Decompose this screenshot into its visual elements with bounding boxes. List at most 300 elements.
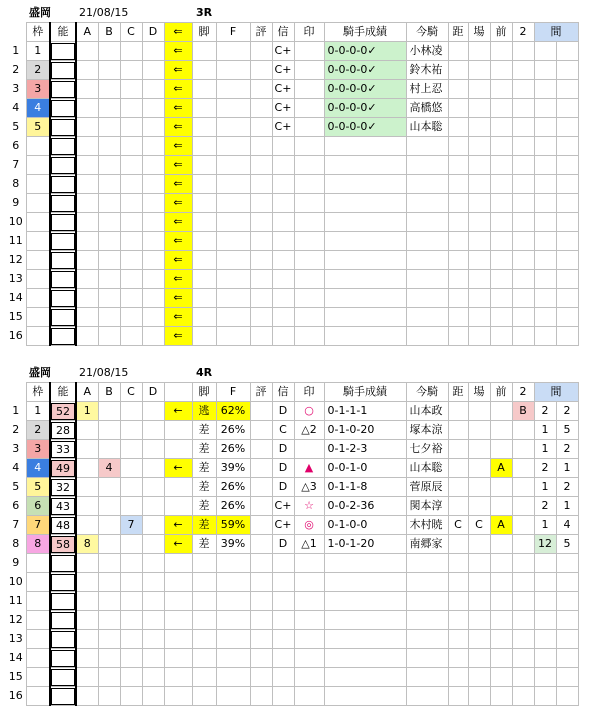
kyaku-cell: 差: [192, 440, 216, 459]
col-b: [98, 573, 120, 592]
hyo-cell: [250, 497, 272, 516]
two-cell: [512, 232, 534, 251]
two-cell: [512, 308, 534, 327]
noh-value: [51, 631, 75, 648]
noh-cell: [50, 668, 76, 687]
noh-value: [51, 195, 75, 212]
ma2-cell: 4: [556, 516, 578, 535]
ma1-cell: [534, 668, 556, 687]
mark-cell: [294, 194, 324, 213]
ba-cell: [468, 687, 490, 706]
waku-cell: 4: [26, 99, 50, 118]
col-a: [76, 630, 98, 649]
row-number: 12: [8, 613, 23, 626]
record-cell: [324, 194, 406, 213]
two-cell: [512, 175, 534, 194]
f-cell: [216, 554, 250, 573]
waku-cell: [26, 156, 50, 175]
ma2-cell: 2: [556, 402, 578, 421]
shin-cell: D: [272, 535, 294, 554]
col-d: [142, 459, 164, 478]
row-number: 14: [8, 291, 23, 304]
f-cell: 26%: [216, 421, 250, 440]
ma2-cell: [556, 289, 578, 308]
f-cell: [216, 194, 250, 213]
col-d: [142, 270, 164, 289]
mae-cell: [490, 99, 512, 118]
mark-cell: [294, 668, 324, 687]
f-cell: [216, 232, 250, 251]
col-b: [98, 61, 120, 80]
shin-cell: [272, 687, 294, 706]
kyaku-cell: [192, 213, 216, 232]
noh-cell: [50, 99, 76, 118]
jockey-cell: [406, 308, 448, 327]
kyori-cell: C: [448, 516, 468, 535]
ma2-cell: [556, 213, 578, 232]
shin-cell: [272, 554, 294, 573]
col-header: 枠: [26, 383, 50, 402]
kyori-cell: [448, 213, 468, 232]
col-c: [120, 308, 142, 327]
ma1-cell: 1: [534, 516, 556, 535]
ma1-cell: [534, 649, 556, 668]
noh-value: [51, 100, 75, 117]
horse-row: [6, 611, 578, 630]
noh-value: [51, 43, 75, 60]
hyo-cell: [250, 516, 272, 535]
kyaku-cell: [192, 592, 216, 611]
ba-cell: [468, 194, 490, 213]
shin-cell: C+: [272, 61, 294, 80]
horse-row: [6, 687, 578, 706]
col-d: [142, 573, 164, 592]
arrow-cell: [164, 668, 192, 687]
horse-row: [6, 80, 578, 99]
kyori-cell: [448, 42, 468, 61]
two-cell: [512, 213, 534, 232]
shin-cell: [272, 649, 294, 668]
col-a: [76, 270, 98, 289]
ma1-cell: 2: [534, 459, 556, 478]
ba-cell: [468, 99, 490, 118]
col-c: [120, 270, 142, 289]
ma1-cell: [534, 289, 556, 308]
ma2-cell: [556, 668, 578, 687]
col-header: [164, 383, 192, 402]
ma2-cell: [556, 156, 578, 175]
kyori-cell: [448, 251, 468, 270]
col-a: [76, 251, 98, 270]
ma2-cell: [556, 270, 578, 289]
ma2-cell: [556, 592, 578, 611]
record-cell: 0-0-0-0✓: [324, 42, 406, 61]
race-table-4r: [6, 364, 579, 706]
shin-cell: [272, 194, 294, 213]
record-cell: 0-0-0-0✓: [324, 80, 406, 99]
mae-cell: [490, 478, 512, 497]
noh-value: [51, 650, 75, 667]
col-a: [76, 573, 98, 592]
noh-value: [51, 138, 75, 155]
waku-cell: [26, 611, 50, 630]
col-c: [120, 611, 142, 630]
row-number: 9: [12, 556, 20, 569]
record-cell: 0-0-0-0✓: [324, 99, 406, 118]
waku-cell: [26, 308, 50, 327]
two-cell: [512, 42, 534, 61]
col-d: [142, 118, 164, 137]
mark-cell: ◎: [294, 516, 324, 535]
ma1-cell: 1: [534, 478, 556, 497]
col-c: 7: [120, 516, 142, 535]
ba-cell: [468, 61, 490, 80]
mark-cell: [294, 649, 324, 668]
f-cell: [216, 289, 250, 308]
arrow-cell: ←: [164, 402, 192, 421]
col-header: C: [120, 23, 142, 42]
ma1-cell: [534, 251, 556, 270]
mae-cell: [490, 42, 512, 61]
noh-value: [51, 252, 75, 269]
mark-cell: △1: [294, 535, 324, 554]
jockey-cell: [406, 592, 448, 611]
hyo-cell: [250, 194, 272, 213]
mae-cell: [490, 327, 512, 346]
f-cell: [216, 137, 250, 156]
noh-value: [51, 669, 75, 686]
shin-cell: [272, 327, 294, 346]
f-cell: 59%: [216, 516, 250, 535]
arrow-cell: [164, 630, 192, 649]
horse-row: [6, 194, 578, 213]
kyaku-cell: 差: [192, 535, 216, 554]
ma2-cell: [556, 99, 578, 118]
kyori-cell: [448, 99, 468, 118]
kyaku-cell: [192, 611, 216, 630]
col-b: [98, 270, 120, 289]
col-c: [120, 99, 142, 118]
col-header: 能: [50, 23, 76, 42]
f-cell: 62%: [216, 402, 250, 421]
shin-cell: [272, 308, 294, 327]
col-header: 脚: [192, 23, 216, 42]
two-cell: [512, 497, 534, 516]
horse-row: [6, 213, 578, 232]
col-b: [98, 402, 120, 421]
noh-value: [51, 309, 75, 326]
f-cell: [216, 649, 250, 668]
two-cell: [512, 194, 534, 213]
waku-cell: 8: [26, 535, 50, 554]
f-cell: [216, 327, 250, 346]
col-header: 信: [272, 383, 294, 402]
ma2-cell: [556, 194, 578, 213]
waku-cell: [26, 592, 50, 611]
f-cell: [216, 118, 250, 137]
col-d: [142, 687, 164, 706]
noh-cell: [50, 516, 76, 535]
col-header: 今騎: [406, 383, 448, 402]
col-header: B: [98, 383, 120, 402]
hyo-cell: [250, 611, 272, 630]
two-cell: B: [512, 402, 534, 421]
ma1-cell: [534, 308, 556, 327]
mae-cell: [490, 440, 512, 459]
kyaku-cell: [192, 156, 216, 175]
row-number: 4: [12, 461, 20, 474]
col-d: [142, 535, 164, 554]
mark-cell: [294, 61, 324, 80]
col-a: [76, 213, 98, 232]
kyori-cell: [448, 649, 468, 668]
hyo-cell: [250, 668, 272, 687]
mae-cell: [490, 251, 512, 270]
noh-cell: [50, 42, 76, 61]
row-number: 13: [8, 272, 23, 285]
f-cell: [216, 687, 250, 706]
hyo-cell: [250, 289, 272, 308]
col-a: [76, 137, 98, 156]
two-cell: [512, 80, 534, 99]
two-cell: [512, 156, 534, 175]
jockey-cell: [406, 251, 448, 270]
jockey-cell: 七夕裕: [406, 440, 448, 459]
col-header: 2: [512, 23, 534, 42]
ba-cell: [468, 251, 490, 270]
race-number: 4R: [195, 366, 213, 379]
col-d: [142, 156, 164, 175]
noh-cell: [50, 592, 76, 611]
hyo-cell: [250, 630, 272, 649]
ma2-cell: 1: [556, 497, 578, 516]
hyo-cell: [250, 137, 272, 156]
col-b: [98, 421, 120, 440]
f-cell: [216, 251, 250, 270]
two-cell: [512, 440, 534, 459]
row-number: 8: [12, 177, 20, 190]
noh-value: [51, 555, 75, 572]
col-b: [98, 118, 120, 137]
ma2-cell: [556, 80, 578, 99]
hyo-cell: [250, 327, 272, 346]
kyori-cell: [448, 289, 468, 308]
mark-cell: [294, 118, 324, 137]
jockey-cell: 山本聡: [406, 459, 448, 478]
ma2-cell: [556, 308, 578, 327]
record-cell: [324, 137, 406, 156]
waku-cell: 3: [26, 80, 50, 99]
col-header: 今騎: [406, 23, 448, 42]
horse-row: [6, 99, 578, 118]
shin-cell: C+: [272, 42, 294, 61]
horse-row: [6, 649, 578, 668]
waku-cell: [26, 175, 50, 194]
col-a: [76, 308, 98, 327]
mae-cell: [490, 213, 512, 232]
shin-cell: [272, 611, 294, 630]
row-number: 6: [12, 499, 20, 512]
ma1-cell: [534, 80, 556, 99]
mae-cell: [490, 308, 512, 327]
row-number: 15: [8, 670, 23, 683]
col-d: [142, 478, 164, 497]
race-table-3r: [6, 4, 579, 346]
arrow-cell: ←: [164, 459, 192, 478]
hyo-cell: [250, 421, 272, 440]
jockey-cell: 関本淳: [406, 497, 448, 516]
noh-value: 32: [51, 479, 75, 496]
arrow-cell: [164, 440, 192, 459]
ba-cell: [468, 308, 490, 327]
col-b: [98, 668, 120, 687]
kyori-cell: [448, 573, 468, 592]
jockey-cell: [406, 175, 448, 194]
col-header: D: [142, 383, 164, 402]
ba-cell: [468, 213, 490, 232]
mae-cell: [490, 573, 512, 592]
kyaku-cell: [192, 649, 216, 668]
col-b: [98, 611, 120, 630]
row-number: 10: [8, 215, 23, 228]
kyaku-cell: [192, 573, 216, 592]
ba-cell: [468, 668, 490, 687]
col-d: [142, 327, 164, 346]
waku-cell: [26, 194, 50, 213]
ba-cell: [468, 42, 490, 61]
kyaku-cell: [192, 308, 216, 327]
two-cell: [512, 592, 534, 611]
hyo-cell: [250, 80, 272, 99]
hyo-cell: [250, 118, 272, 137]
noh-value: [51, 233, 75, 250]
col-c: [120, 421, 142, 440]
mae-cell: [490, 554, 512, 573]
col-b: [98, 478, 120, 497]
kyori-cell: [448, 175, 468, 194]
col-c: [120, 535, 142, 554]
two-cell: [512, 61, 534, 80]
col-c: [120, 327, 142, 346]
arrow-cell: [164, 421, 192, 440]
col-c: [120, 459, 142, 478]
col-a: [76, 421, 98, 440]
record-cell: [324, 611, 406, 630]
arrow-cell: ⇐: [164, 308, 192, 327]
col-b: [98, 232, 120, 251]
mark-cell: [294, 213, 324, 232]
arrow-cell: ⇐: [164, 213, 192, 232]
noh-value: [51, 271, 75, 288]
col-header: 間: [534, 23, 578, 42]
horse-row: [6, 592, 578, 611]
f-cell: [216, 573, 250, 592]
two-cell: [512, 535, 534, 554]
arrow-cell: ⇐: [164, 270, 192, 289]
horse-row: [6, 118, 578, 137]
record-cell: [324, 573, 406, 592]
kyaku-cell: 逃: [192, 402, 216, 421]
f-cell: [216, 592, 250, 611]
col-header: A: [76, 383, 98, 402]
ba-cell: [468, 137, 490, 156]
arrow-cell: ⇐: [164, 118, 192, 137]
horse-row: [6, 175, 578, 194]
shin-cell: [272, 630, 294, 649]
waku-cell: 5: [26, 118, 50, 137]
ma1-cell: [534, 687, 556, 706]
kyori-cell: [448, 459, 468, 478]
two-cell: [512, 687, 534, 706]
ba-cell: [468, 421, 490, 440]
ma1-cell: 2: [534, 402, 556, 421]
waku-cell: [26, 289, 50, 308]
two-cell: [512, 421, 534, 440]
col-d: [142, 213, 164, 232]
ba-cell: [468, 459, 490, 478]
row-number: 1: [12, 404, 20, 417]
col-d: [142, 99, 164, 118]
mark-cell: [294, 99, 324, 118]
ma2-cell: 5: [556, 421, 578, 440]
shin-cell: [272, 156, 294, 175]
waku-cell: [26, 251, 50, 270]
ma1-cell: [534, 137, 556, 156]
mark-cell: [294, 137, 324, 156]
hyo-cell: [250, 156, 272, 175]
noh-cell: [50, 251, 76, 270]
noh-cell: [50, 175, 76, 194]
row-number: 2: [12, 423, 20, 436]
ma2-cell: [556, 649, 578, 668]
record-cell: [324, 289, 406, 308]
record-cell: 0-1-0-0: [324, 516, 406, 535]
mark-cell: [294, 327, 324, 346]
row-number: 11: [8, 594, 23, 607]
record-cell: 0-1-2-3: [324, 440, 406, 459]
record-cell: 1-0-1-20: [324, 535, 406, 554]
ma2-cell: 1: [556, 459, 578, 478]
noh-value: [51, 62, 75, 79]
mark-cell: [294, 289, 324, 308]
kyori-cell: [448, 554, 468, 573]
kyori-cell: [448, 232, 468, 251]
waku-cell: 2: [26, 61, 50, 80]
ba-cell: [468, 573, 490, 592]
col-d: [142, 554, 164, 573]
col-header: 騎手成績: [324, 383, 406, 402]
hyo-cell: [250, 440, 272, 459]
jockey-cell: [406, 554, 448, 573]
noh-cell: [50, 232, 76, 251]
kyori-cell: [448, 118, 468, 137]
mark-cell: △3: [294, 478, 324, 497]
f-cell: [216, 61, 250, 80]
two-cell: [512, 289, 534, 308]
ma1-cell: [534, 213, 556, 232]
ma2-cell: 2: [556, 478, 578, 497]
f-cell: 39%: [216, 535, 250, 554]
f-cell: [216, 99, 250, 118]
col-c: [120, 592, 142, 611]
col-a: [76, 80, 98, 99]
mae-cell: [490, 630, 512, 649]
col-b: [98, 554, 120, 573]
ma2-cell: [556, 61, 578, 80]
mae-cell: [490, 687, 512, 706]
col-a: [76, 668, 98, 687]
record-cell: 0-1-0-20: [324, 421, 406, 440]
